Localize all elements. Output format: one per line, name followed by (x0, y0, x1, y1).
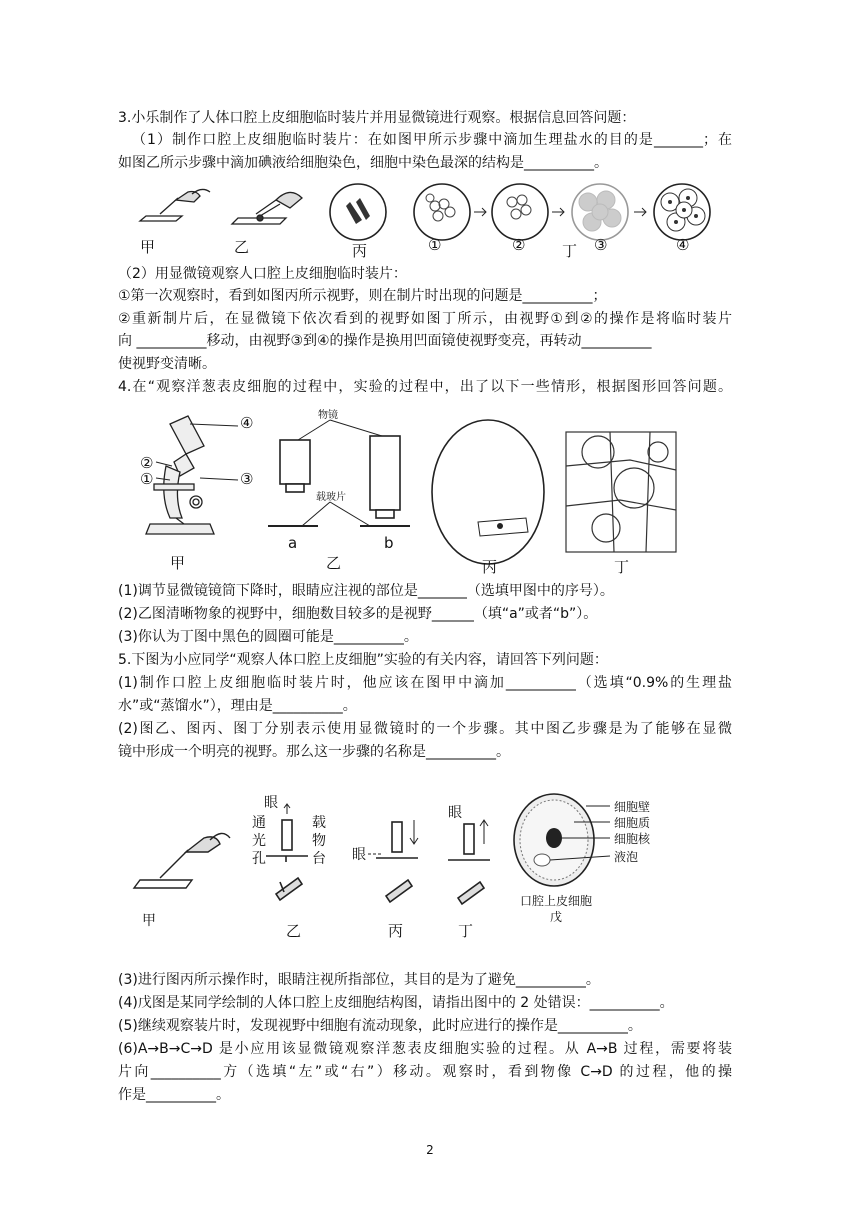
label-slide: 载玻片 (316, 492, 346, 503)
q3-title: 3.小乐制作了人体口腔上皮细胞临时装片并用显微镜进行观察。根据信息回答问题： (118, 110, 636, 126)
q5-sub6-c: 作是__________。 (118, 1087, 230, 1103)
label-1: ① (140, 470, 154, 488)
label-circle-3: ③ (594, 236, 608, 254)
label-yi: 乙 (234, 238, 250, 256)
q5-sub5: (5)继续观察装片时，发现视野中细胞有流动现象，此时应进行的操作是__________。 (118, 1018, 642, 1034)
objective-lens-a-icon (268, 440, 318, 526)
q5-sub1-b: 水”或“蒸馏水”），理由是__________。 (118, 698, 357, 714)
q5-sub6-b: 片向__________方（选填“左”或“右”）移动。观察时，看到物像 C→D 的过程，他的操 (118, 1064, 732, 1080)
q3-part2-a: ①第一次观察时，看到如图丙所示视野，则在制片时出现的问题是__________； (118, 288, 607, 304)
view-ding-4 (654, 184, 710, 240)
objective-lens-b-icon (360, 436, 410, 526)
label-jia: 甲 (170, 554, 186, 572)
label-ding: 丁 (458, 922, 474, 940)
label-b: b (384, 534, 394, 552)
eye-arrow-yi-icon (284, 804, 290, 814)
label-tong: 通 (252, 815, 266, 831)
label-cytoplasm: 细胞质 (614, 816, 651, 830)
q4-sub2: (2)乙图清晰物象的视野中，细胞数目较多的是视野______（填“a”或者“b”）。 (118, 606, 598, 622)
label-wu: 戊 (550, 910, 563, 924)
label-ding: 丁 (614, 558, 630, 576)
q5-sub4: (4)戊图是某同学绘制的人体口腔上皮细胞结构图，请指出图中的 2 处错误：__________。 (118, 995, 674, 1011)
tweezers-step-yi-icon (232, 192, 302, 224)
q5-figure-drawing (130, 784, 690, 944)
up-arrow-ding-icon (480, 820, 488, 844)
dropper-step-jia-icon (134, 833, 230, 888)
label-circle-4: ④ (676, 236, 690, 254)
page-number: 2 (426, 1143, 434, 1157)
q5-sub6-a: (6)A→B→C→D 是小应用该显微镜观察洋葱表皮细胞实验的过程。从 A→B 过程，需要将装 (118, 1041, 732, 1057)
arrow-1-icon (474, 208, 486, 216)
label-eye-yi: 眼 (264, 795, 278, 811)
q3-part2-d: 使视野变清晰。 (118, 356, 216, 372)
q3-part2-b: ②重新制片后，在显微镜下依次看到的视野如图丁所示，由视野①到②的操作是将临时装片 (118, 311, 732, 327)
label-eye-bing: 眼 (352, 847, 366, 863)
q5-sub3: (3)进行图丙所示操作时，眼睛注视所指部位，其目的是为了避免__________。 (118, 972, 600, 988)
q4-sub1: (1)调节显微镜镜筒下降时，眼睛应注视的部位是_______（选填甲图中的序号）。 (118, 583, 614, 599)
label-circle-2: ② (512, 236, 526, 254)
view-bing-circle (330, 184, 386, 240)
label-nucleus: 细胞核 (614, 832, 651, 846)
q4-figure (130, 406, 690, 576)
q5-sub2-a: (2)图乙、图丙、图丁分别表示使用显微镜时的一个步骤。其中图乙步骤是为了能够在显微 (118, 721, 732, 737)
microscope-yi-icon (266, 820, 308, 900)
q5-sub2-b: 镜中形成一个明亮的视野。那么这一步骤的名称是__________。 (118, 744, 510, 760)
label-eye-ding: 眼 (448, 805, 462, 821)
label-zai: 载 (312, 815, 326, 831)
label-yi: 乙 (286, 922, 302, 940)
label-cell-wall: 细胞壁 (614, 800, 651, 814)
view-bing-cell (478, 518, 528, 536)
microscope-icon (146, 416, 214, 534)
view-bing-cells (346, 198, 370, 224)
label-jia: 甲 (140, 238, 156, 256)
microscope-bing-icon (376, 822, 418, 902)
cheek-cell-diagram-icon (514, 794, 594, 886)
view-ding-2 (492, 184, 548, 240)
label-3: ③ (240, 470, 254, 488)
q5-sub1-a: (1)制作口腔上皮细胞临时装片时，他应该在图甲中滴加__________（选填“0.9%的生理盐 (118, 675, 732, 691)
label-ding: 丁 (562, 242, 578, 260)
dropper-step-jia-icon (140, 189, 210, 221)
label-bing: 丙 (388, 922, 404, 940)
q3-part1-line2: 如图乙所示步骤中滴加碘液给细胞染色，细胞中染色最深的结构是__________。 (118, 155, 608, 171)
label-guang: 光 (252, 833, 266, 849)
label-a: a (288, 534, 298, 552)
label-bing: 丙 (482, 558, 498, 576)
view-ding-cells (566, 432, 676, 552)
q3-part1-line1: （1）制作口腔上皮细胞临时装片：在如图甲所示步骤中滴加生理盐水的目的是_______；在 (132, 132, 732, 148)
label-jia: 甲 (142, 913, 156, 929)
label-bing: 丙 (352, 242, 368, 260)
label-circle-1: ① (428, 236, 442, 254)
label-objective: 物镜 (318, 410, 338, 421)
view-ding-3 (572, 184, 628, 240)
label-wu: 物 (312, 833, 326, 849)
label-cell-title: 口腔上皮细胞 (520, 894, 593, 908)
label-vacuole: 液泡 (614, 850, 639, 864)
view-bing-oval (432, 420, 544, 564)
q5-title: 5.下图为小应同学“观察人体口腔上皮细胞”实验的有关内容，请回答下列问题： (118, 652, 608, 668)
q4-title: 4.在“观察洋葱表皮细胞的过程中，实验的过程中，出了以下一些情形，根据图形回答问题。 (118, 379, 732, 395)
arrow-3-icon (634, 208, 646, 216)
label-yi: 乙 (326, 554, 342, 572)
q5-figure (130, 784, 690, 944)
label-4: ④ (240, 414, 254, 432)
q3-part2-c: 向 __________移动，由视野③到④的操作是换用凹面镜使视野变亮，再转动__________ (118, 333, 652, 349)
q3-figure (130, 176, 740, 260)
arrow-2-icon (552, 208, 564, 216)
label-2: ② (140, 454, 154, 472)
q3-part2: （2）用显微镜观察人口腔上皮细胞临时装片： (118, 266, 407, 282)
label-kong: 孔 (252, 851, 266, 867)
down-arrow-bing-icon (410, 820, 418, 844)
q4-sub3: (3)你认为丁图中黑色的圆圈可能是__________。 (118, 629, 418, 645)
label-tai: 台 (312, 851, 326, 867)
q4-figure-drawing (130, 406, 690, 576)
view-ding-1 (414, 184, 470, 240)
